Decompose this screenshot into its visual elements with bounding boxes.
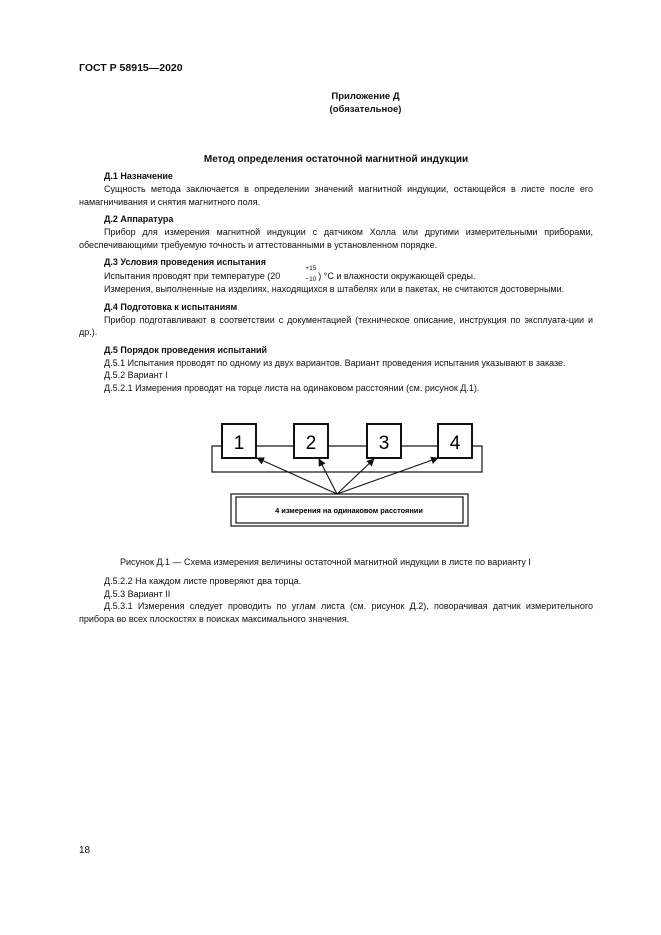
section-d5-p4: Д.5.2.2 На каждом листе проверяют два торца.	[104, 576, 302, 586]
section-d2-text: Прибор для измерения магнитной индукции с датчиком Холла или другими измерительными приборами, обеспечивающими требуемую точность и аттестованными в установленном порядке.	[79, 227, 593, 250]
point-label-2: 2	[305, 433, 317, 454]
document-body-continued	[79, 575, 593, 625]
point-label-1: 1	[233, 433, 245, 454]
temperature-text-before: Испытания проводят при температуре (20	[104, 271, 281, 281]
temperature-text-after: ) °С и влажности окружающей среды.	[318, 271, 476, 281]
point-label-3: 3	[378, 433, 390, 454]
figure-d1-diagram	[211, 422, 483, 530]
appendix-title: Приложение Д	[331, 91, 400, 102]
point-label-4: 4	[449, 433, 461, 454]
section-d4-heading: Д.4 Подготовка к испытаниям	[104, 301, 238, 312]
section-d4-text: Прибор подготавливают в соответствии с документацией (техническое описание, инструкция по эксплуата-ции и др.).	[79, 314, 593, 337]
figure-d1	[211, 422, 483, 530]
tolerance-lower: −10	[305, 276, 317, 283]
temperature-tolerance	[280, 265, 318, 283]
section-d3-heading: Д.3 Условия проведения испытания	[104, 257, 266, 267]
appendix-heading	[0, 90, 661, 116]
section-d5-heading: Д.5 Порядок проведения испытаний	[104, 344, 268, 355]
page-number: 18	[79, 845, 91, 856]
section-d5-p1: Д.5.1 Испытания проводят по одному из двух вариантов. Вариант проведения испытания указывают в заказе.	[104, 357, 566, 368]
section-d5-p5: Д.5.3 Вариант II	[104, 588, 171, 599]
section-d1-heading: Д.1 Назначение	[104, 171, 173, 181]
standard-code: ГОСТ Р 58915—2020	[79, 62, 183, 74]
tolerance-upper: +15	[305, 265, 317, 272]
document-body	[79, 170, 593, 394]
section-d1-text: Сущность метода заключается в определении значений магнитной индукции, остающейся в листе после его намагничивания и снятия магнитного поля.	[79, 184, 593, 207]
figure-inner-label: 4 измерения на одинаковом расстоянии	[275, 506, 423, 515]
method-title: Метод определения остаточной магнитной индукции	[203, 154, 469, 165]
section-d3-text2: Измерения, выполненные на изделиях, находящихся в штабелях или в пакетах, не считаются достоверными.	[104, 284, 565, 294]
section-d3-text1	[79, 265, 593, 283]
section-d5-p2: Д.5.2 Вариант I	[104, 370, 168, 380]
figure-caption: Рисунок Д.1 — Схема измерения величины остаточной магнитной индукции в листе по варианту I	[120, 557, 531, 567]
section-d2-heading: Д.2 Аппаратура	[104, 214, 174, 224]
section-d5-p3: Д.5.2.1 Измерения проводят на торце листа на одинаковом расстоянии (см. рисунок Д.1).	[104, 382, 480, 393]
appendix-status: (обязательное)	[329, 104, 402, 115]
section-d5-p6: Д.5.3.1 Измерения следует проводить по углам листа (см. рисунок Д.2), поворачивая датчик измерительного прибора во всех плоскостях в поисках максимального значения.	[79, 601, 593, 624]
